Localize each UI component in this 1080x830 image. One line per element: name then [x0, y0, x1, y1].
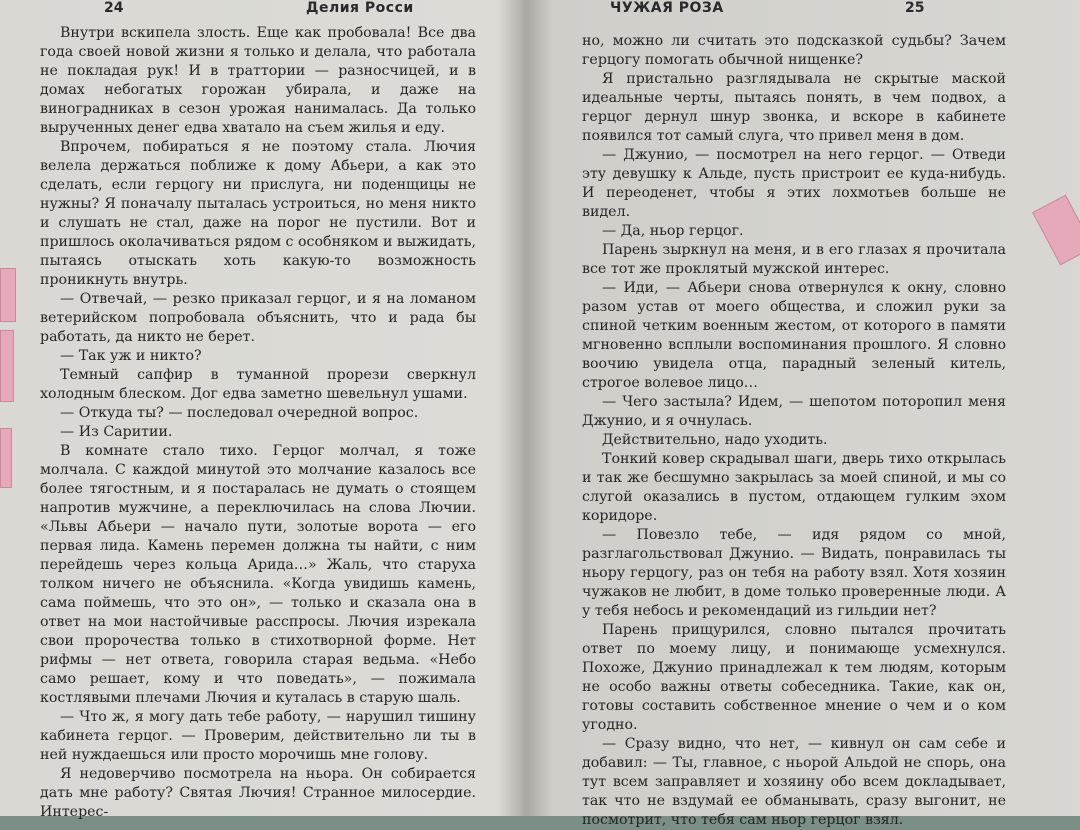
pink-bookmark-tab — [0, 268, 16, 322]
right-running-title: ЧУЖАЯ РОЗА — [610, 0, 724, 16]
paragraph: — Иди, — Абьери снова отвернулся к окну, словно разом устав от моего общества, и сложил руки за спиной четким военным жестом, от которого в памяти мгновенно всплыли воспоминания прошлого. Я словно воочию увидела отца, парадный зеленый китель, строгое волевое лицо… — [582, 280, 1006, 391]
right-page — [524, 0, 1064, 828]
pink-bookmark-tab — [0, 428, 12, 488]
paragraph: — Чего застыла? Идем, — шепотом поторопил меня Джунио, и я очнулась. — [582, 394, 1006, 429]
paragraph: — Отвечай, — резко приказал герцог, и я на ломаном ветерийском попробовала объяснить, что и рада бы работать, да никто не берет. — [40, 291, 476, 345]
right-page-text — [582, 32, 1006, 830]
pink-bookmark-tab — [0, 330, 14, 402]
left-running-head — [6, 0, 520, 22]
paragraph: Парень прищурился, словно пытался прочитать ответ по моему лицу, и понимающе усмехнулся. Похоже, Джунио принадлежал к тем людям, которым не особо важны ответы собеседника. Такие, как он, готовы составить собственное мнение о чем и о ком угодно. — [582, 622, 1006, 733]
paragraph: — Откуда ты? — последовал очередной вопрос. — [60, 405, 419, 421]
paragraph: — Сразу видно, что нет, — кивнул он сам себе и добавил: — Ты, главное, с ньорой Альдой не спорь, она тут всем заправляет и хозяину обо всем докладывает, так что не вздумай ее обманывать, сразу выгонит, не посмотрит, что тебя сам ньор герцог взял. — [582, 736, 1006, 828]
paragraph: — Да, ньор герцог. — [602, 223, 744, 239]
paragraph: — Так уж и никто? — [60, 348, 202, 364]
paragraph: Я пристально разглядывала не скрытые маской идеальные черты, пытаясь понять, в чем подвох, а герцог дернул шнур звонка, и вскоре в кабинете появился тот самый слуга, что привел меня в дом. — [582, 71, 1006, 144]
left-page — [6, 0, 520, 820]
paragraph: — Что ж, я могу дать тебе работу, — нарушил тишину кабинета герцог. — Проверим, действительно ли ты в ней нуждаешься или просто морочишь мне голову. — [40, 709, 476, 763]
paragraph: Парень зыркнул на меня, и в его глазах я прочитала все тот же проклятый мужской интерес. — [582, 242, 1006, 277]
paragraph: — Повезло тебе, — идя рядом со мной, разглагольствовал Джунио. — Видать, понравилась ты ньору герцогу, раз он тебя на работу взял. Хотя хозяин чужаков не любит, в доме только проверенные люди. А у тебя небось и рекомендаций из гильдии нет? — [582, 527, 1006, 619]
paragraph: Я недоверчиво посмотрела на ньора. Он собирается дать мне работу? Святая Лючия! Странное милосердие. Интерес- — [40, 766, 476, 820]
right-running-head — [524, 0, 1064, 22]
paragraph: Действительно, надо уходить. — [602, 432, 828, 448]
paragraph: Внутри вскипела злость. Еще как пробовала! Все два года своей новой жизни я только и делала, что работала не покладая рук! И в траттории — разносчицей, и в домах небогатых горожан убирала, и даже на виноградниках в сезон урожая нанималась. Да только вырученных денег едва хватало на съем жилья и еду. — [40, 25, 476, 136]
paragraph: — Из Саритии. — [60, 424, 173, 440]
paragraph: В комнате стало тихо. Герцог молчал, я тоже молчала. С каждой минутой это молчание казалось все более тягостным, и я постаралась не думать о стоящем напротив мужчине, а переключилась на слова Лючии. «Львы Абьери — начало пути, золотые ворота — его первая лида. Камень перемен должна ты найти, с ним перейдешь через кольца Арида…» Жаль, что старуха толком ничего не объяснила. «Когда увидишь камень, сама поймешь, что это он», — только и сказала она в ответ на мои настойчивые расспросы. Лючия изрекала свои пророчества только в стихотворной форме. Нет рифмы — нет ответа, говорила старая ведьма. «Небо само решает, кому и что поведать», — пожимала костлявыми плечами Лючия и куталась в старую шаль. — [40, 443, 476, 706]
paragraph: Впрочем, побираться я не поэтому стала. Лючия велела держаться поближе к дому Абьери, а как это сделать, если герцогу ни прислуга, ни поденщицы не нужны? Я поначалу пыталась устроиться, но меня никто и слушать не стал, даже на порог не пустили. Вот и пришлось околачиваться рядом с особняком и выжидать, пытаясь отыскать хоть какую-то возможность проникнуть внутрь. — [40, 139, 476, 288]
paragraph: Тонкий ковер скрадывал шаги, дверь тихо открылась и так же бесшумно закрылась за моей спиной, и мы со слугой оказались в пустом, отдающем гулким эхом коридоре. — [582, 451, 1006, 524]
left-page-number: 24 — [104, 0, 124, 16]
paragraph-continuation: но, можно ли считать это подсказкой судьбы? Зачем герцогу помогать обычной нищенке? — [582, 33, 1006, 68]
right-page-number: 25 — [905, 0, 925, 16]
left-running-title: Делия Росси — [306, 0, 414, 16]
paragraph: — Джунио, — посмотрел на него герцог. — Отведи эту девушку к Альде, пусть пристроит ее куда-нибудь. И переоденет, чтобы я этих лохмотьев больше не видел. — [582, 147, 1006, 220]
left-page-text — [40, 24, 476, 822]
paragraph: Темный сапфир в туманной прорези сверкнул холодным блеском. Дог едва заметно шевельнул ушами. — [40, 367, 476, 402]
